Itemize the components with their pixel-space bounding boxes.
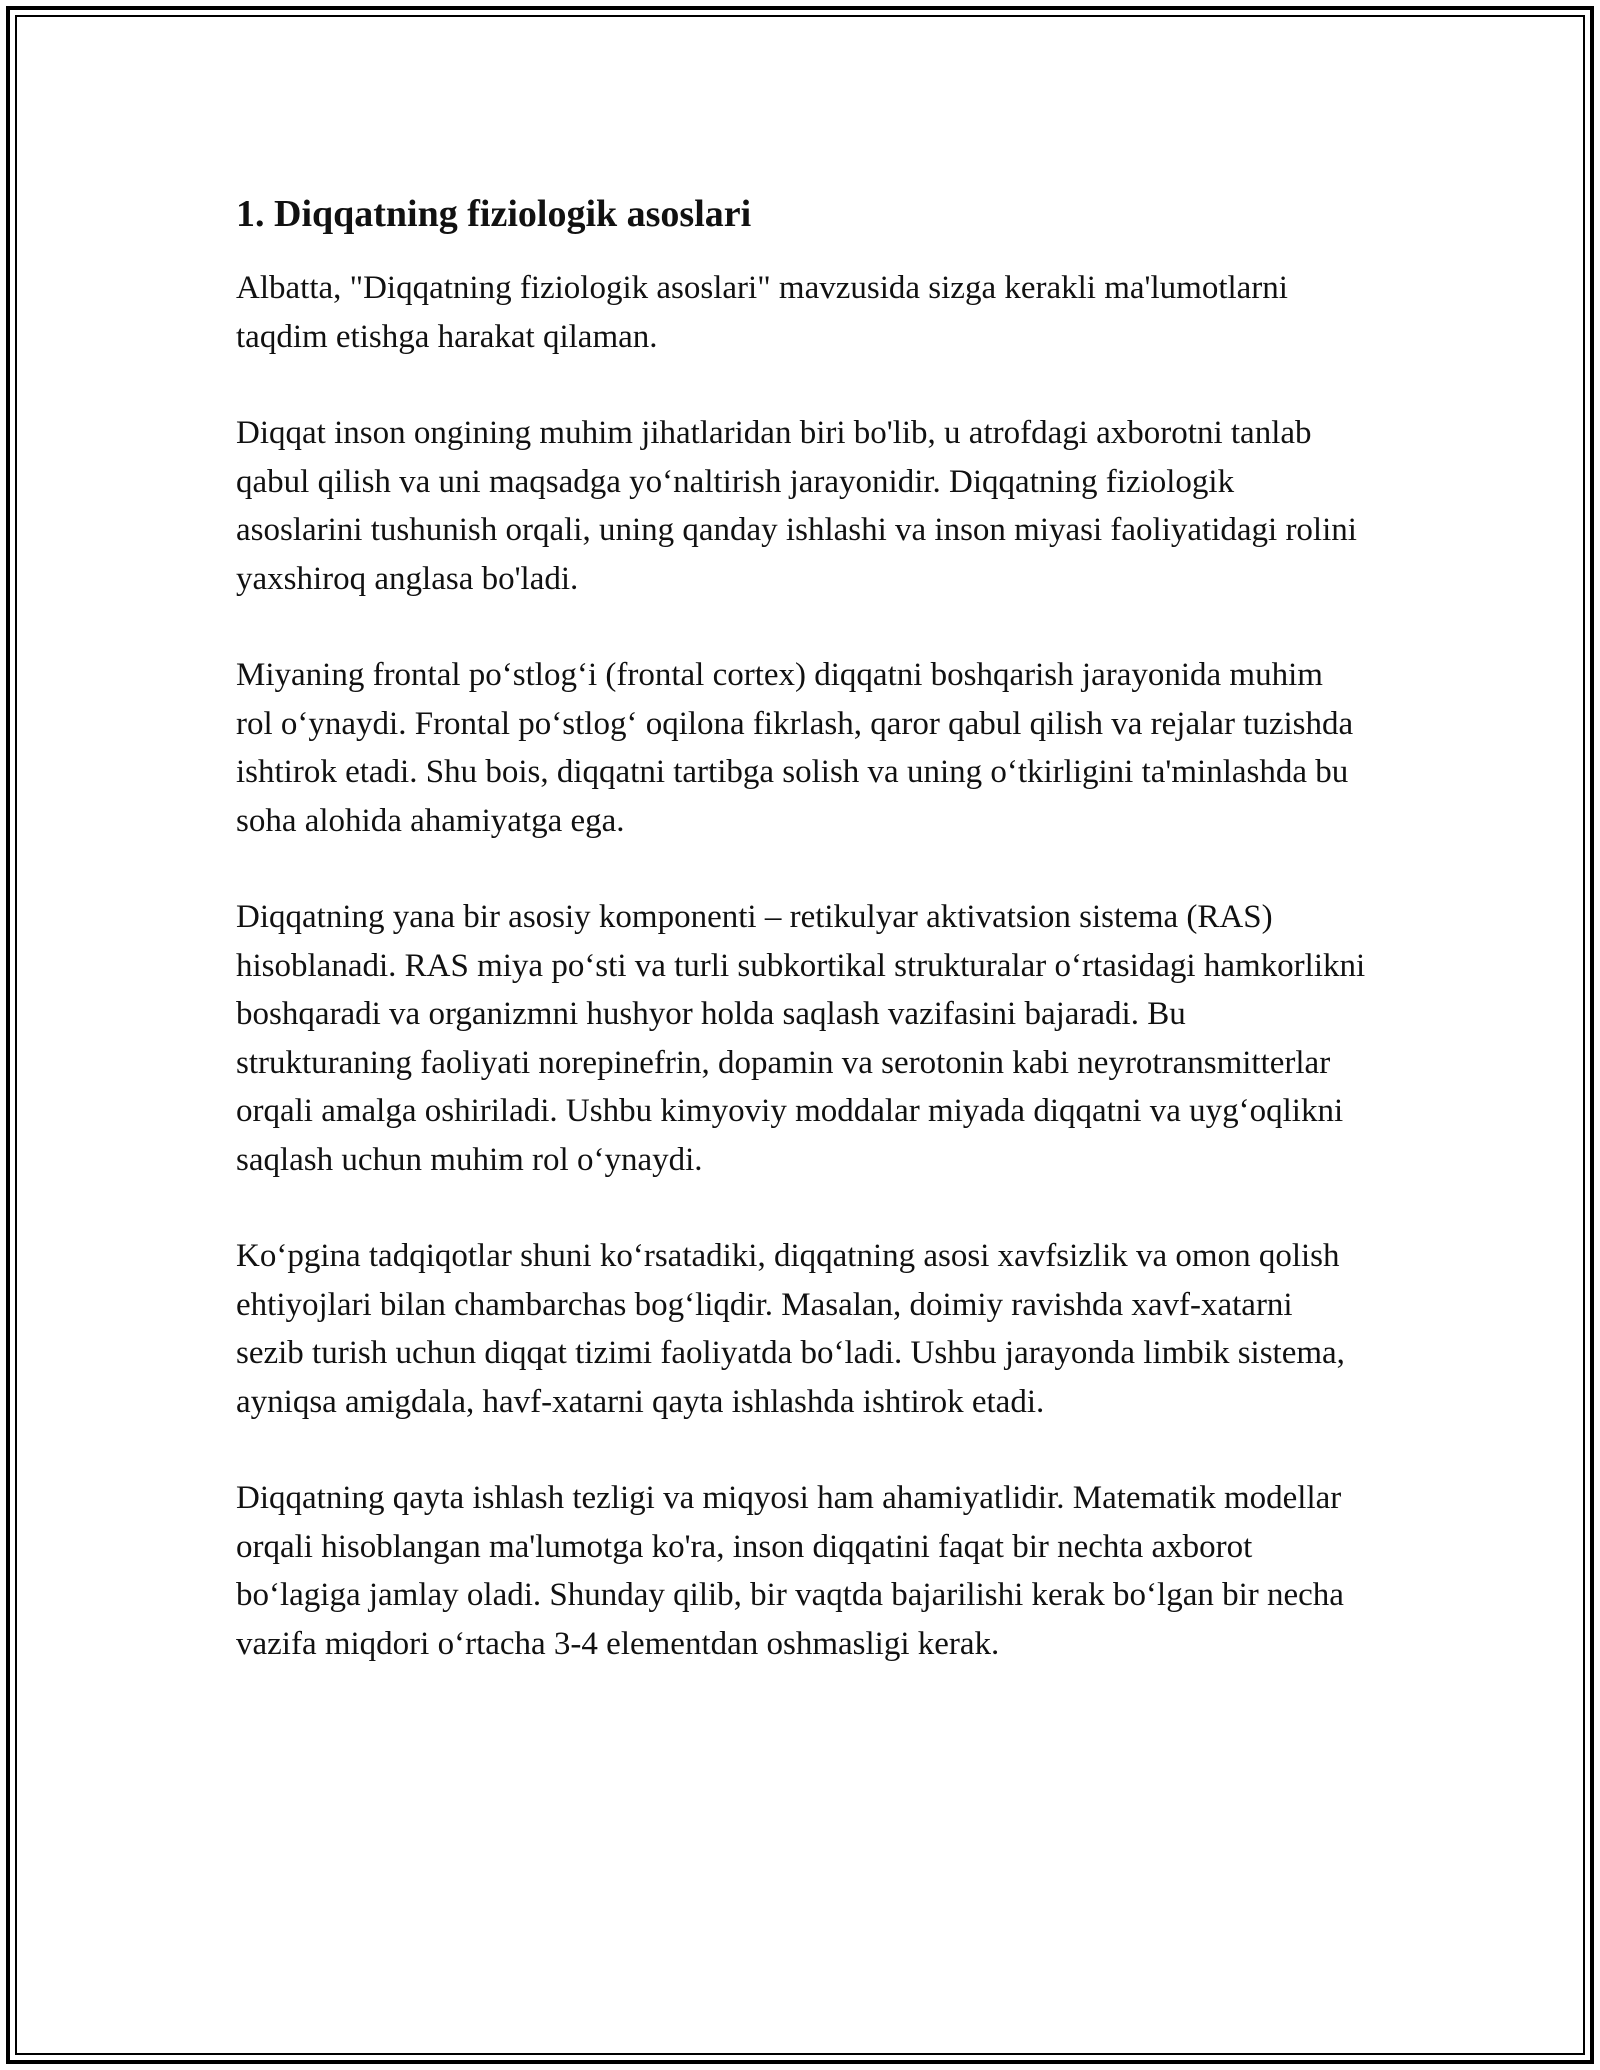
page-title: 1. Diqqatning fiziologik asoslari — [236, 193, 752, 235]
document-body — [236, 186, 1366, 1716]
paragraph-attention-definition: Diqqat inson ongining muhim jihatlaridan biri bo'lib, u atrofdagi axborotni tanlab qabul qilish va uni maqsadga yo‘naltirish jarayonidir. Diqqatning fiziologik asoslarini tushunish orqali, uning qanday ishlashi va inson miyasi faoliyatidagi rolini yaxshiroq anglasa bo'ladi. — [236, 415, 1357, 597]
paragraph-reticular-system: Diqqatning yana bir asosiy komponenti – retikulyar aktivatsion sistema (RAS) hisoblanadi. RAS miya po‘sti va turli subkortikal strukturalar o‘rtasidagi hamkorlikni boshqaradi va organizmni hushyor holda saqlash vazifasini bajaradi. Bu strukturaning faoliyati norepinefrin, dopamin va serotonin kabi neyrotransmitterlar orqali amalga oshiriladi. Ushbu kimyoviy moddalar miyada diqqatni va uyg‘oqlikni saqlash uchun muhim rol o‘ynaydi. — [236, 899, 1366, 1178]
paragraph-processing-capacity: Diqqatning qayta ishlash tezligi va miqyosi ham ahamiyatlidir. Matematik modellar orqali hisoblangan ma'lumotga ko'ra, inson diqqatini faqat bir nechta axborot bo‘lagiga jamlay oladi. Shunday qilib, bir vaqtda bajarilishi kerak bo‘lgan bir necha vazifa miqdori o‘rtacha 3-4 elementdan oshmasligi kerak. — [236, 1480, 1344, 1662]
paragraph-frontal-cortex: Miyaning frontal po‘stlog‘i (frontal cortex) diqqatni boshqarish jarayonida muhim rol o‘ynaydi. Frontal po‘stlog‘ oqilona fikrlash, qaror qabul qilish va rejalar tuzishda ishtirok etadi. Shu bois, diqqatni tartibga solish va uning o‘tkirligini ta'minlashda bu soha alohida ahamiyatga ega. — [236, 657, 1354, 839]
paragraph-safety-survival: Ko‘pgina tadqiqotlar shuni ko‘rsatadiki, diqqatning asosi xavfsizlik va omon qolish ehtiyojlari bilan chambarchas bog‘liqdir. Masalan, doimiy ravishda xavf-xatarni sezib turish uchun diqqat tizimi faoliyatda bo‘ladi. Ushbu jarayonda limbik sistema, ayniqsa amigdala, havf-xatarni qayta ishlashda ishtirok etadi. — [236, 1238, 1345, 1420]
paragraph-intro: Albatta, "Diqqatning fiziologik asoslari" mavzusida sizga kerakli ma'lumotlarni taqdim etishga harakat qilaman. — [236, 270, 1288, 355]
